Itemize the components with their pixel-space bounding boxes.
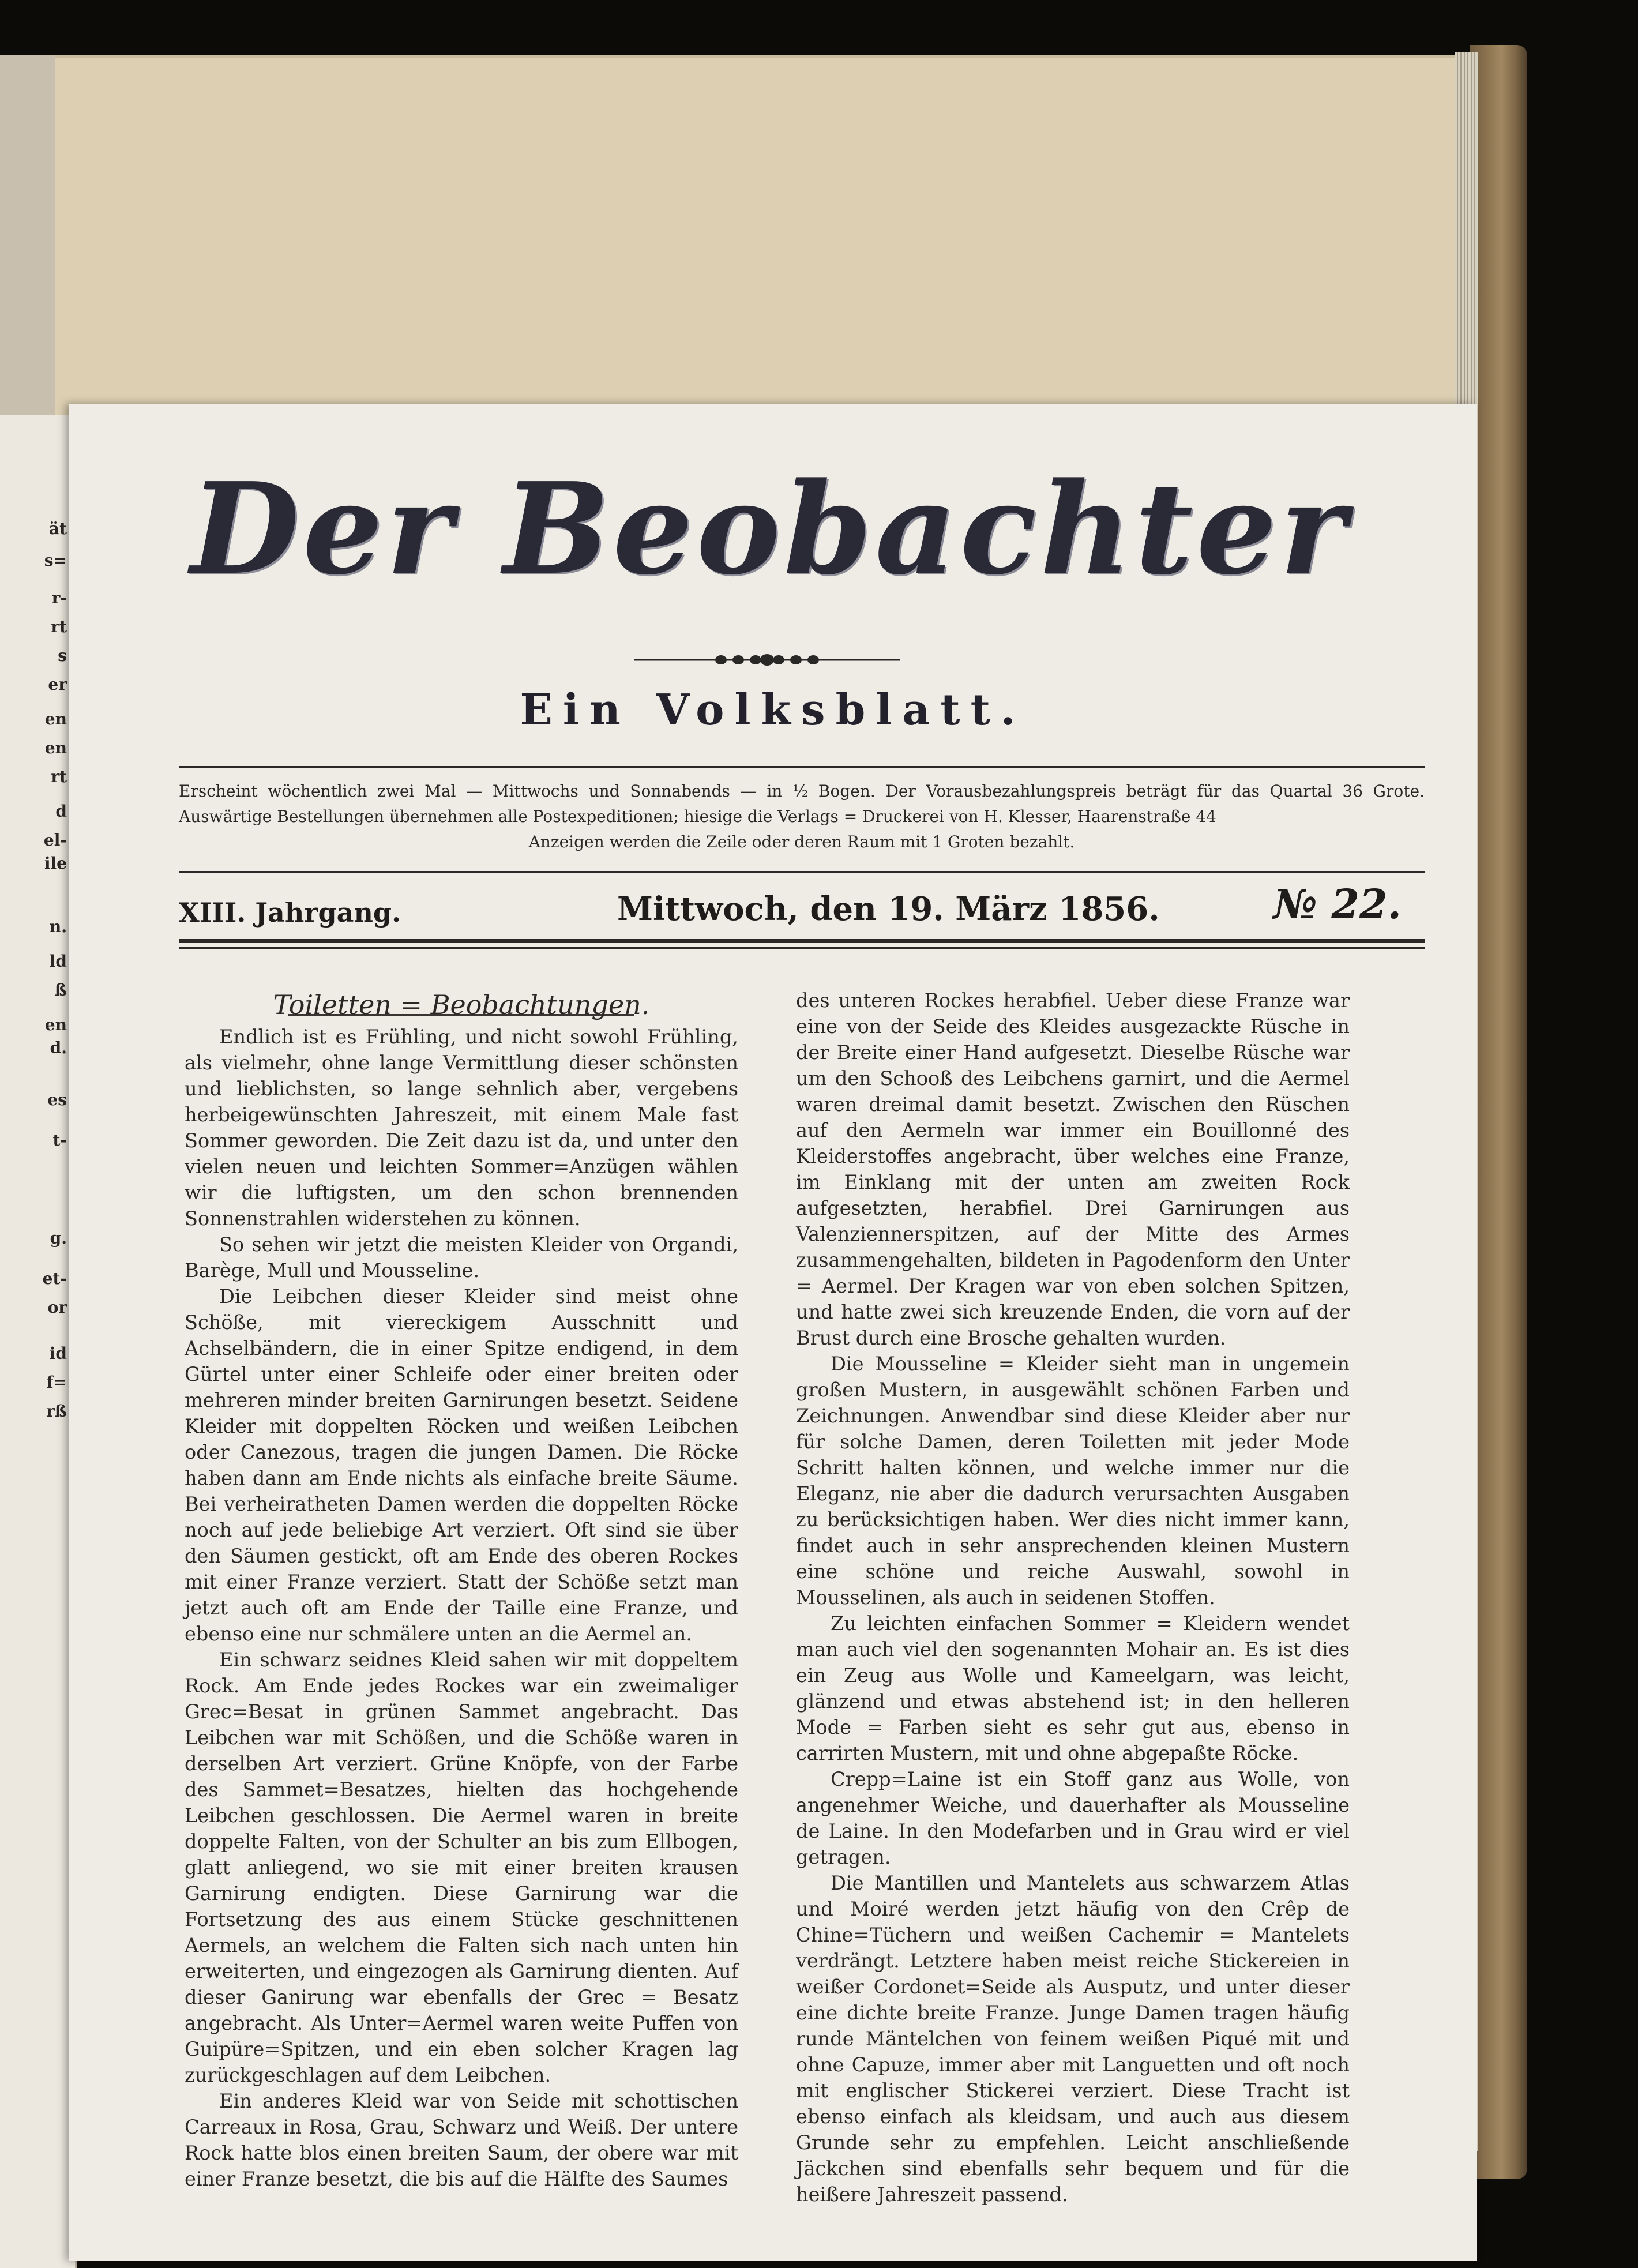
left-page-fragment: ile	[44, 854, 67, 873]
left-page-fragment: d.	[50, 1038, 67, 1057]
rule-double-top	[179, 939, 1425, 943]
paragraph: Crepp=Laine ist ein Stoff ganz aus Wolle, von angenehmer Weiche, und dauerhafter als Mousseline de Laine. In den Modefarben und in Grau wird er viel getragen.	[796, 1768, 1350, 1868]
paragraph: So sehen wir jetzt die meisten Kleider von Organdi, Barège, Mull und Mousseline.	[185, 1233, 738, 1282]
left-page-fragment: g.	[50, 1229, 67, 1248]
left-page-fragment: s	[58, 646, 67, 665]
article-column-left	[185, 987, 738, 2192]
paragraph: Endlich ist es Frühling, und nicht sowohl Frühling, als vielmehr, ohne lange Vermittlung dieser schönsten und lieblichsten, so lange sehnlich aber, vergebens herbeigewünschten Jahreszeit, mit einem Male fast Sommer geworden. Die Zeit dazu ist da, und unter den vielen neuen und leichten Sommer=Anzügen wählen wir die luftigsten, um den schon brennenden Sonnenstrahlen widerstehen zu können.	[185, 1026, 738, 1230]
left-page-fragment: f=	[46, 1373, 67, 1392]
paragraph: Zu leichten einfachen Sommer = Kleidern wendet man auch viel den sogenannten Mohair an. Es ist dies ein Zeug aus Wolle und Kameelgarn, was leicht, glänzend und etwas abstehend ist; in den helleren Mode = Farben sieht es sehr gut aus, ebenso in carrirten Mustern, mit und ohne abgepaßte Röcke.	[796, 1612, 1350, 1764]
paragraph: Ein anderes Kleid war von Seide mit schottischen Carreaux in Rosa, Grau, Schwarz und Weiß. Der untere Rock hatte blos einen breiten Saum, der obere war mit einer Franze besetzt, die bis auf die Hälfte des Saumes	[185, 2090, 738, 2190]
left-page-fragment: el-	[43, 831, 67, 850]
issue-line	[179, 880, 1425, 932]
left-page-fragment: en	[44, 738, 67, 757]
paragraph: Die Leibchen dieser Kleider sind meist ohne Schöße, mit viereckigem Ausschnitt und Achselbändern, die in einer Spitze endigend, in dem Gürtel unter einer Schleife oder einer breiten oder mehreren minder breiten Garnirungen besetzt. Seidene Kleider mit doppelten Röcken und weißen Leibchen oder Canezous, tragen die jungen Damen. Die Röcke haben dann am Ende nichts als einfache breite Säume. Bei verheiratheten Damen werden die doppelten Röcke noch auf jede beliebige Art verziert. Oft sind sie über den Säumen gestickt, oft am Ende des oberen Rockes mit einer Franze verziert. Statt der Schöße setzt man jetzt auch oft am Ende der Taille eine Franze, und ebenso eine nur schmälere unten an die Aermel an.	[185, 1285, 738, 1645]
article-column-right	[796, 987, 1350, 2207]
issue-number: № 22.	[1273, 880, 1402, 928]
left-page-fragment: er	[48, 675, 67, 694]
left-page-fragment: rt	[51, 767, 67, 786]
masthead-title: Der Beobachter	[190, 455, 1350, 603]
left-page-fragment: rt	[51, 617, 67, 636]
issue-date: Mittwoch, den 19. März 1856.	[617, 890, 1160, 928]
left-page-fragment: r-	[51, 588, 67, 607]
left-page-fragment: or	[47, 1298, 67, 1317]
rule-double-bottom	[179, 947, 1425, 949]
left-page-fragment: et-	[42, 1269, 67, 1288]
rule-top	[179, 766, 1425, 768]
notice-text: Erscheint wöchentlich zwei Mal — Mittwochs und Sonnabends — in ½ Bogen. Der Vorausbezahlungspreis beträgt für das Quartal 36 Grote. Auswärtige Bestellungen übernehmen alle Postexpeditionen; hiesige die Verlags = Druckerei von H. Klesser, Haarenstraße 44	[179, 782, 1425, 826]
rule-mid	[179, 871, 1425, 873]
article-title: Toiletten = Beobachtungen.	[273, 989, 650, 1020]
jahrgang-label: XIII. Jahrgang.	[179, 897, 401, 928]
masthead-subtitle: Ein Volksblatt.	[520, 685, 1026, 735]
left-page-fragment: en	[44, 709, 67, 729]
book-spine	[1470, 45, 1527, 2179]
left-page-fragment: id	[49, 1344, 67, 1363]
left-page-fragment: rß	[46, 1402, 67, 1421]
paragraph: Die Mantillen und Mantelets aus schwarzem Atlas und Moiré werden jetzt häufig von den Crêp de Chine=Tüchern und weißen Cachemir = Mantelets verdrängt. Letztere haben meist reiche Stickereien in weißer Cordonet=Seide als Ausputz, und unter dieser eine dichte breite Franze. Junge Damen tragen häufig runde Mäntelchen von feinem weißen Piqué mit und ohne Capuze, immer aber mit Languetten und oft noch mit englischer Stickerei verziert. Diese Tracht ist ebenso einfach als kleidsam, und auch aus diesem Grunde sehr zu empfehlen. Leicht anschließende Jäckchen sind ebenfalls sehr bequem und für die heißere Jahreszeit passend.	[796, 1872, 1350, 2206]
underlying-page-top	[55, 55, 1474, 439]
notice-ads-text: Anzeigen werden die Zeile oder deren Raum mit 1 Groten bezahlt.	[528, 832, 1075, 851]
left-page-fragment: ld	[49, 952, 67, 971]
newspaper-page	[69, 404, 1477, 2261]
left-page-fragment: n.	[49, 917, 67, 936]
left-facing-page	[0, 415, 77, 2268]
subscription-notice	[179, 779, 1425, 855]
left-page-fragment: ät	[48, 519, 67, 538]
left-page-fragment: t-	[52, 1131, 67, 1150]
ornament-divider	[634, 653, 900, 667]
left-page-fragment: s=	[44, 551, 67, 570]
paragraph-continuation: des unteren Rockes herabfiel. Ueber diese Franze war eine von der Seide des Kleides ausgezackte Rüsche in der Breite einer Hand aufgesetzt. Dieselbe Rüsche war um den Schooß des Leibchens garnirt, und die Aermel waren dreimal damit besetzt. Zwischen den Rüschen auf den Aermeln war immer ein Bouillonné des Kleiderstoffes angebracht, über welches eine Franze, im Einklang mit der unten am zweiten Rock aufgesetzten, herabfiel. Drei Garnirungen aus Valenziennerspitzen, auf der Mitte des Armes zusammengehalten, bildeten in Pagodenform den Unter = Aermel. Der Kragen war von eben solchen Spitzen, und hatte zwei sich kreuzende Enden, die vorn auf der Brust durch eine Brosche gehalten wurden.	[796, 989, 1350, 1349]
left-page-fragment: ß	[54, 981, 67, 1000]
left-page-fragment: d	[55, 802, 67, 821]
paragraph: Die Mousseline = Kleider sieht man in ungemein großen Mustern, in ausgewählt schönen Farben und Zeichnungen. Anwendbar sind diese Kleider aber nur für solche Damen, deren Toiletten mit jeder Mode Schritt halten können, und welche immer nur die Eleganz, nie aber die dadurch verursachten Ausgaben zu berücksichtigen haben. Wer dies nicht immer kann, findet auch in sehr ansprechenden kleinen Mustern eine schöne und reiche Auswahl, sowohl in Mousselinen, als auch in seidenen Stoffen.	[796, 1353, 1350, 1609]
left-page-fragment: es	[47, 1090, 67, 1109]
paragraph: Ein schwarz seidnes Kleid sahen wir mit doppeltem Rock. Am Ende jedes Rockes war ein zweimaliger Grec=Besat in grünen Sammet angebracht. Das Leibchen war mit Schößen, und die Schöße waren in derselben Art verziert. Grüne Knöpfe, von der Farbe des Sammet=Besatzes, hielten das hochgehende Leibchen geschlossen. Die Aermel waren in breite doppelte Falten, von der Schulter an bis zum Ellbogen, glatt anliegend, wo sie mit einer breiten krausen Garnirung endigten. Diese Garnirung war die Fortsetzung des aus einem Stücke geschnittenen Aermels, an welchem die Falten sich nach unten hin erweiterten, und eingezogen als Garnirung dienten. Auf dieser Ganirung war ebenfalls der Grec = Besatz angebracht. Als Unter=Aermel waren weite Puffen von Guipüre=Spitzen, und ein eben solcher Kragen lag zurückgeschlagen auf dem Leibchen.	[185, 1649, 738, 2086]
left-page-fragment: en	[44, 1015, 67, 1034]
